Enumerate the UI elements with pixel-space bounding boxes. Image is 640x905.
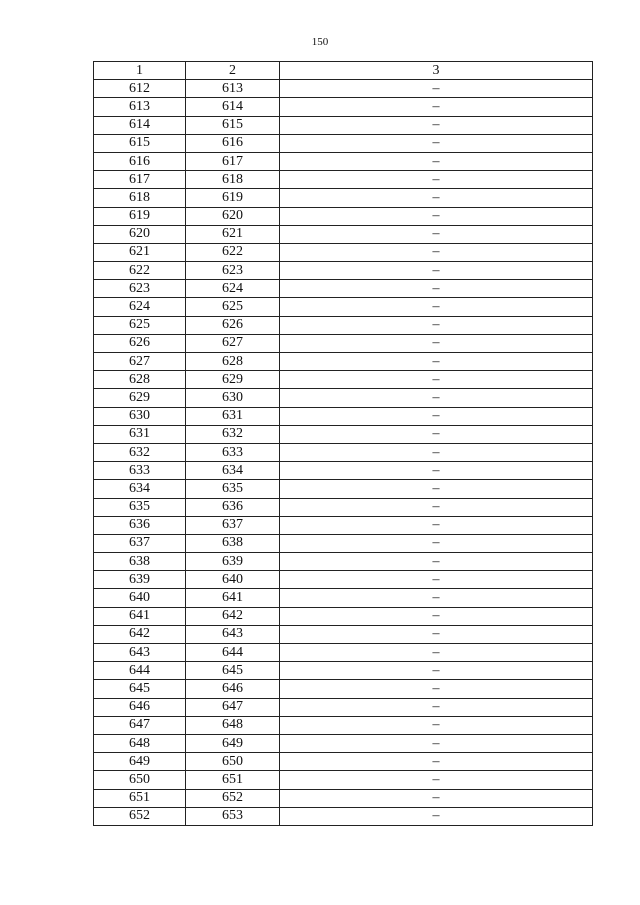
table-cell-col-2: 636 <box>186 498 280 516</box>
table-row <box>94 262 593 280</box>
table-cell-col-3: – <box>280 407 593 425</box>
table-row <box>94 298 593 316</box>
table-cell-col-1: 626 <box>94 334 186 352</box>
table-cell-col-1: 629 <box>94 389 186 407</box>
table-row <box>94 516 593 534</box>
table-cell-col-2: 614 <box>186 98 280 116</box>
table-cell-col-1: 628 <box>94 371 186 389</box>
page-number: 150 <box>311 36 329 48</box>
table-cell-col-1: 632 <box>94 443 186 461</box>
table-cell-col-1: 630 <box>94 407 186 425</box>
table-cell-col-1: 645 <box>94 680 186 698</box>
table-cell-col-1: 631 <box>94 425 186 443</box>
table-cell-col-2: 632 <box>186 425 280 443</box>
table-cell-col-2: 639 <box>186 553 280 571</box>
table-cell-col-2: 627 <box>186 334 280 352</box>
table-cell-col-3: – <box>280 644 593 662</box>
table-row <box>94 789 593 807</box>
table-cell-col-1: 637 <box>94 534 186 552</box>
table-row <box>94 571 593 589</box>
table-cell-col-3: – <box>280 553 593 571</box>
table-cell-col-2: 637 <box>186 516 280 534</box>
table-cell-col-1: 624 <box>94 298 186 316</box>
table-cell-col-2: 618 <box>186 171 280 189</box>
table-cell-col-3: – <box>280 225 593 243</box>
table-cell-col-3: – <box>280 662 593 680</box>
table-cell-col-3: – <box>280 98 593 116</box>
table-cell-col-3: – <box>280 516 593 534</box>
column-header-2: 2 <box>186 62 280 80</box>
table-row <box>94 462 593 480</box>
table-cell-col-1: 619 <box>94 207 186 225</box>
table-cell-col-1: 640 <box>94 589 186 607</box>
table-row <box>94 534 593 552</box>
table-cell-col-2: 620 <box>186 207 280 225</box>
table-cell-col-1: 647 <box>94 716 186 734</box>
table-cell-col-2: 624 <box>186 280 280 298</box>
table-cell-col-1: 614 <box>94 116 186 134</box>
table-row <box>94 480 593 498</box>
table-cell-col-1: 639 <box>94 571 186 589</box>
table-row <box>94 389 593 407</box>
table-cell-col-2: 640 <box>186 571 280 589</box>
table-row <box>94 225 593 243</box>
table-cell-col-2: 630 <box>186 389 280 407</box>
table-cell-col-2: 629 <box>186 371 280 389</box>
table-cell-col-2: 619 <box>186 189 280 207</box>
table-cell-col-3: – <box>280 280 593 298</box>
table-row <box>94 407 593 425</box>
table-cell-col-3: – <box>280 371 593 389</box>
table-body <box>94 80 593 826</box>
table-cell-col-1: 622 <box>94 262 186 280</box>
table-cell-col-1: 638 <box>94 553 186 571</box>
table-cell-col-2: 647 <box>186 698 280 716</box>
table-row <box>94 771 593 789</box>
table-cell-col-2: 626 <box>186 316 280 334</box>
table-cell-col-2: 644 <box>186 644 280 662</box>
table-cell-col-3: – <box>280 207 593 225</box>
table-cell-col-2: 633 <box>186 443 280 461</box>
table-cell-col-1: 612 <box>94 80 186 98</box>
table-cell-col-1: 617 <box>94 171 186 189</box>
table-cell-col-3: – <box>280 152 593 170</box>
table-row <box>94 152 593 170</box>
table-cell-col-1: 620 <box>94 225 186 243</box>
table-cell-col-1: 615 <box>94 134 186 152</box>
table-cell-col-2: 642 <box>186 607 280 625</box>
table-row <box>94 625 593 643</box>
table-cell-col-2: 628 <box>186 353 280 371</box>
table-cell-col-3: – <box>280 680 593 698</box>
table-cell-col-3: – <box>280 189 593 207</box>
table-row <box>94 498 593 516</box>
table-cell-col-2: 634 <box>186 462 280 480</box>
table-cell-col-3: – <box>280 607 593 625</box>
table-row <box>94 553 593 571</box>
table-row <box>94 134 593 152</box>
header-row <box>94 62 593 80</box>
table-row <box>94 334 593 352</box>
table-cell-col-2: 650 <box>186 753 280 771</box>
table-row <box>94 443 593 461</box>
table-cell-col-1: 634 <box>94 480 186 498</box>
table-cell-col-3: – <box>280 243 593 261</box>
table-cell-col-2: 643 <box>186 625 280 643</box>
table-cell-col-3: – <box>280 789 593 807</box>
table-row <box>94 716 593 734</box>
table-row <box>94 280 593 298</box>
table-cell-col-3: – <box>280 298 593 316</box>
table-cell-col-2: 631 <box>186 407 280 425</box>
table-cell-col-2: 613 <box>186 80 280 98</box>
table-cell-col-2: 649 <box>186 734 280 752</box>
table-cell-col-2: 646 <box>186 680 280 698</box>
table-cell-col-3: – <box>280 443 593 461</box>
table-cell-col-1: 635 <box>94 498 186 516</box>
table-cell-col-3: – <box>280 698 593 716</box>
data-table <box>93 61 593 826</box>
table-row <box>94 371 593 389</box>
table-cell-col-1: 627 <box>94 353 186 371</box>
table-cell-col-3: – <box>280 571 593 589</box>
table-row <box>94 425 593 443</box>
table-cell-col-1: 646 <box>94 698 186 716</box>
table-cell-col-1: 636 <box>94 516 186 534</box>
table-row <box>94 171 593 189</box>
table-cell-col-3: – <box>280 462 593 480</box>
table-cell-col-3: – <box>280 171 593 189</box>
table-row <box>94 98 593 116</box>
table-cell-col-1: 641 <box>94 607 186 625</box>
table-row <box>94 207 593 225</box>
table-cell-col-2: 645 <box>186 662 280 680</box>
table-cell-col-2: 625 <box>186 298 280 316</box>
table-cell-col-2: 641 <box>186 589 280 607</box>
table-row <box>94 680 593 698</box>
table-row <box>94 607 593 625</box>
table-cell-col-3: – <box>280 116 593 134</box>
table-cell-col-3: – <box>280 498 593 516</box>
table-cell-col-1: 643 <box>94 644 186 662</box>
table-cell-col-2: 621 <box>186 225 280 243</box>
table-cell-col-1: 650 <box>94 771 186 789</box>
table-cell-col-1: 625 <box>94 316 186 334</box>
table-cell-col-3: – <box>280 334 593 352</box>
table-row <box>94 644 593 662</box>
table-cell-col-3: – <box>280 80 593 98</box>
table-cell-col-2: 615 <box>186 116 280 134</box>
table-cell-col-2: 651 <box>186 771 280 789</box>
table-cell-col-1: 649 <box>94 753 186 771</box>
table-row <box>94 316 593 334</box>
table-row <box>94 753 593 771</box>
table-cell-col-3: – <box>280 625 593 643</box>
table-cell-col-3: – <box>280 353 593 371</box>
table-cell-col-1: 633 <box>94 462 186 480</box>
table-cell-col-2: 616 <box>186 134 280 152</box>
table-cell-col-1: 642 <box>94 625 186 643</box>
table-cell-col-3: – <box>280 425 593 443</box>
table-cell-col-3: – <box>280 734 593 752</box>
table-row <box>94 589 593 607</box>
table-cell-col-2: 635 <box>186 480 280 498</box>
table-cell-col-2: 652 <box>186 789 280 807</box>
table-cell-col-3: – <box>280 480 593 498</box>
table-cell-col-3: – <box>280 771 593 789</box>
table-cell-col-1: 616 <box>94 152 186 170</box>
table-cell-col-3: – <box>280 534 593 552</box>
table-cell-col-1: 621 <box>94 243 186 261</box>
table-row <box>94 807 593 825</box>
table-cell-col-3: – <box>280 389 593 407</box>
table-cell-col-2: 648 <box>186 716 280 734</box>
table-row <box>94 243 593 261</box>
table-header <box>94 62 593 80</box>
table-row <box>94 189 593 207</box>
table-row <box>94 116 593 134</box>
table-cell-col-2: 653 <box>186 807 280 825</box>
table-cell-col-1: 618 <box>94 189 186 207</box>
table-cell-col-3: – <box>280 807 593 825</box>
table-cell-col-1: 623 <box>94 280 186 298</box>
table-row <box>94 734 593 752</box>
table-cell-col-1: 644 <box>94 662 186 680</box>
table-row <box>94 662 593 680</box>
table-cell-col-3: – <box>280 316 593 334</box>
table-cell-col-3: – <box>280 716 593 734</box>
table-cell-col-1: 651 <box>94 789 186 807</box>
table-cell-col-1: 652 <box>94 807 186 825</box>
table-cell-col-1: 613 <box>94 98 186 116</box>
table-row <box>94 698 593 716</box>
table-cell-col-3: – <box>280 134 593 152</box>
table-cell-col-3: – <box>280 262 593 280</box>
table-cell-col-3: – <box>280 589 593 607</box>
column-header-1: 1 <box>94 62 186 80</box>
column-header-3: 3 <box>280 62 593 80</box>
table-cell-col-3: – <box>280 753 593 771</box>
table-cell-col-2: 622 <box>186 243 280 261</box>
table-row <box>94 353 593 371</box>
table-cell-col-1: 648 <box>94 734 186 752</box>
table-row <box>94 80 593 98</box>
table-cell-col-2: 623 <box>186 262 280 280</box>
table-cell-col-2: 638 <box>186 534 280 552</box>
table-cell-col-2: 617 <box>186 152 280 170</box>
